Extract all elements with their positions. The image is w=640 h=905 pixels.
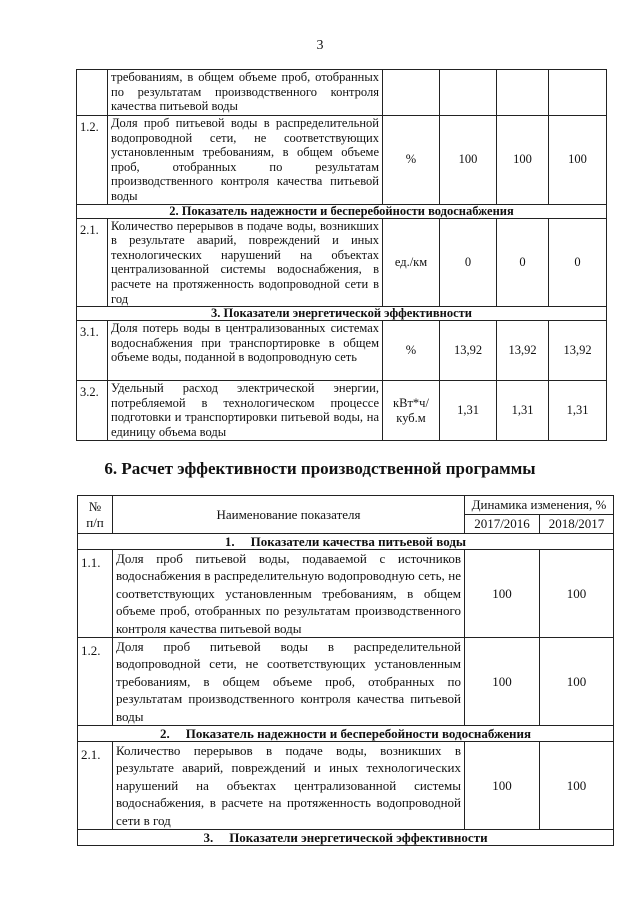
column-header-name: Наименование показателя xyxy=(113,496,465,534)
table-row xyxy=(77,70,607,116)
indicator-text: Доля проб питьевой воды, подаваемой с источников водоснабжения в распределительную водопроводную сеть, не соответствующих установленным требованиям, в общем объеме проб, отобранных по результатам производственного контроля качества питьевой воды xyxy=(113,550,465,638)
row-number: 3.2. xyxy=(77,381,108,441)
section-heading: 6. Расчет эффективности производственной программы xyxy=(104,459,536,478)
column-header-number: № п/п xyxy=(78,496,113,534)
indicator-text: Доля проб питьевой воды в распределительной водопроводной сети, не соответствующих установленным требованиям, в общем объеме проб, отобранных по результатам производственного контроля качества питьевой воды xyxy=(108,116,383,205)
section-title: 3. Показатели энергетической эффективности xyxy=(78,830,614,846)
unit-cell: % xyxy=(383,116,440,205)
value-cell: 100 xyxy=(465,638,540,726)
row-number: 1.1. xyxy=(78,550,113,638)
column-header-2018: 2018/2017 xyxy=(540,515,614,534)
section-row xyxy=(77,204,607,218)
row-number: 2.1. xyxy=(78,742,113,830)
value-cell: 100 xyxy=(549,116,607,205)
indicator-text: требованиям, в общем объеме проб, отобранных по результатам производственного контроля качества питьевой воды xyxy=(108,70,383,116)
value-cell: 0 xyxy=(497,218,549,307)
value-cell: 100 xyxy=(540,742,614,830)
section-row xyxy=(78,726,614,742)
value-cell: 100 xyxy=(540,638,614,726)
section-title: 2. Показатель надежности и бесперебойности водоснабжения xyxy=(78,726,614,742)
indicator-text: Доля потерь воды в централизованных системах водоснабжения при транспортировке в общем объеме воды, поданной в водопроводную сеть xyxy=(108,321,383,381)
section-title: 3. Показатели энергетической эффективности xyxy=(77,307,607,321)
indicator-text: Количество перерывов в подаче воды, возникших в результате аварий, повреждений и иных технологических нарушений на объектах централизованной системы водоснабжения, в расчете на протяженность водопроводной сети в год xyxy=(113,742,465,830)
unit-cell: ед./км xyxy=(383,218,440,307)
column-header-2017: 2017/2016 xyxy=(465,515,540,534)
value-cell: 100 xyxy=(465,742,540,830)
indicator-text: Количество перерывов в подаче воды, возникших в результате аварий, повреждений и иных технологических нарушений на объектах централизованной системы водоснабжения, в расчете на протяженность водопроводной сети в год xyxy=(108,218,383,307)
value-cell: 100 xyxy=(465,550,540,638)
value-cell: 13,92 xyxy=(497,321,549,381)
row-number: 1.2. xyxy=(78,638,113,726)
value-cell: 1,31 xyxy=(497,381,549,441)
column-header-dynamics: Динамика изменения, % xyxy=(465,496,614,515)
row-number: 2.1. xyxy=(77,218,108,307)
value-cell: 1,31 xyxy=(549,381,607,441)
table-row xyxy=(78,550,614,638)
value-cell: 0 xyxy=(440,218,497,307)
section-row xyxy=(78,830,614,846)
header-row xyxy=(78,496,614,515)
indicators-table xyxy=(76,69,607,441)
unit-cell: % xyxy=(383,321,440,381)
table-row xyxy=(78,742,614,830)
value-cell: 0 xyxy=(549,218,607,307)
value-cell: 100 xyxy=(497,116,549,205)
value-cell: 100 xyxy=(440,116,497,205)
section-row xyxy=(77,307,607,321)
indicator-text: Удельный расход электрической энергии, потребляемой в технологическом процессе подготовки и транспортировки питьевой воды, на единицу объема воды xyxy=(108,381,383,441)
value-cell: 100 xyxy=(540,550,614,638)
table-row xyxy=(78,638,614,726)
indicator-text: Доля проб питьевой воды в распределительной водопроводной сети, не соответствующих установленным требованиям, в общем объеме проб, отобранных по результатам производственного контроля качества питьевой воды xyxy=(113,638,465,726)
unit-cell: кВт*ч/ куб.м xyxy=(383,381,440,441)
table-row xyxy=(77,381,607,441)
table-row xyxy=(77,321,607,381)
section-title: 1. Показатели качества питьевой воды xyxy=(78,534,614,550)
efficiency-table xyxy=(77,495,614,846)
section-title: 2. Показатель надежности и бесперебойности водоснабжения xyxy=(77,204,607,218)
row-number: 1.2. xyxy=(77,116,108,205)
row-number xyxy=(77,70,108,116)
page-number: 3 xyxy=(316,38,324,53)
row-number: 3.1. xyxy=(77,321,108,381)
value-cell: 13,92 xyxy=(440,321,497,381)
table-row xyxy=(77,116,607,205)
value-cell: 1,31 xyxy=(440,381,497,441)
value-cell: 13,92 xyxy=(549,321,607,381)
table-row xyxy=(77,218,607,307)
section-row xyxy=(78,534,614,550)
